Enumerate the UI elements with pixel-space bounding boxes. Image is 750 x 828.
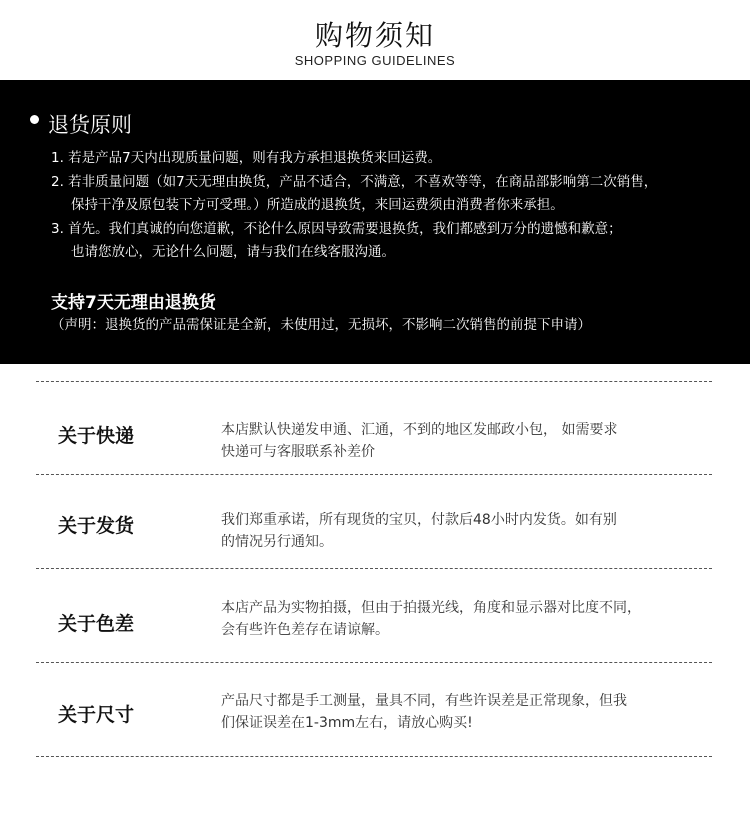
row-text-line: 本店默认快递发申通、汇通，不到的地区发邮政小包， 如需要求: [221, 422, 618, 438]
row-title: 关于色差: [58, 613, 135, 635]
row-text: [221, 690, 701, 734]
row-text-line: 的情况另行通知。: [221, 534, 333, 550]
row-title: 关于快递: [58, 425, 135, 447]
rule-3-line-2: 也请您放心，无论什么问题，请与我们在线客服沟通。: [71, 244, 395, 260]
rule-2-line-2: 保持干净及原包装下方可受理。）所造成的退换货，来回运费须由消费者你来承担。: [71, 197, 564, 213]
divider: [36, 662, 712, 663]
row-text-line: 会有些许色差存在请谅解。: [221, 622, 389, 638]
rule-2-line-1: 2. 若非质量问题（如7天无理由换货，产品不适合，不满意，不喜欢等等，在商品部影响第二次销售，: [51, 173, 658, 190]
page-subtitle: SHOPPING GUIDELINES: [294, 53, 456, 68]
divider: [36, 756, 712, 757]
support-title: 支持7天无理由退换货: [51, 293, 216, 313]
divider: [36, 568, 712, 569]
return-policy-title: 退货原则: [48, 113, 132, 137]
support-note: （声明：退换货的产品需保证是全新，未使用过，无损坏，不影响二次销售的前提下申请）: [51, 317, 591, 333]
row-text-line: 快递可与客服联系补差价: [221, 444, 375, 460]
row-text-line: 产品尺寸都是手工测量，量具不同，有些许误差是正常现象，但我: [221, 693, 627, 709]
row-text: [221, 597, 701, 641]
row-title: 关于发货: [58, 515, 135, 537]
row-title: 关于尺寸: [58, 704, 135, 726]
row-text-line: 们保证误差在1-3mm左右，请放心购买!: [221, 715, 473, 731]
rule-1-line-1: 1. 若是产品7天内出现质量问题，则有我方承担退换货来回运费。: [51, 150, 442, 166]
row-text-line: 本店产品为实物拍摄，但由于拍摄光线，角度和显示器对比度不同，: [221, 600, 641, 616]
return-rules-list: [51, 147, 741, 265]
bullet-icon: [30, 115, 39, 124]
page-title: 购物须知: [314, 19, 435, 52]
row-text-line: 我们郑重承诺，所有现货的宝贝，付款后48小时内发货。如有别: [221, 512, 617, 528]
divider: [36, 381, 712, 382]
return-policy-panel: [0, 80, 750, 364]
row-text: [221, 419, 701, 463]
page-header: [0, 0, 750, 80]
divider: [36, 474, 712, 475]
rule-3-line-1: 3. 首先。我们真诚的向您道歉，不论什么原因导致需要退换货，我们都感到万分的遗憾和歉意；: [51, 220, 622, 237]
row-text: [221, 509, 701, 553]
